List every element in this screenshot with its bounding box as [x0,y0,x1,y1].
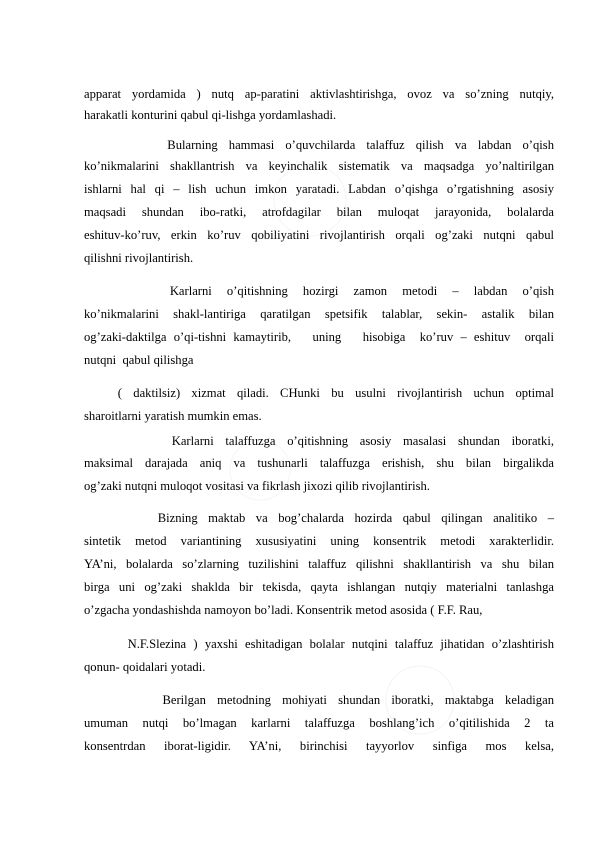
text-line-20: YA’ni, bolalarda so’zlarning tuzilishini talaffuz qilishni shakllantirish va shu bilan [84,557,554,571]
text-line-25: Berilgan metodning mohiyati shundan iboratki, maktabga keladigan [84,693,554,707]
text-line-19: sintetik metod variantining xususiyatini uning konsentrik metodi xarakterlidir. [84,534,554,548]
text-line-9: Karlarni o’qitishning hozirgi zamon metodi – labdan o’qish [84,284,554,298]
text-line-12: nutqni qabul qilishga [84,353,194,367]
text-line-17: og’zaki nutqni muloqot vositasi va fikrlash jixozi qilib rivojlantirish. [84,479,430,493]
text-line-24: qonun- qoidalari yotadi. [84,660,206,674]
text-line-10: ko’nikmalarini shakl-lantiriga qaratilgan spetsifik talablar, sekin- astalik bilan [84,307,554,321]
text-line-23: N.F.Slezina ) yaxshi eshitadigan bolalar nutqini talaffuz jihatidan o’zlashtirish [84,637,554,651]
text-line-5: ishlarni hal qi – lish uchun imkon yaratadi. Labdan o’qishga o’rgatishning asosiy [84,182,554,196]
text-line-14: sharoitlarni yaratish mumkin emas. [84,409,262,423]
text-line-3: Bularning hammasi o’quvchilarda talaffuz qilish va labdan o’qish [84,138,554,152]
text-line-15: Karlarni talaffuzga o’qitishning asosiy masalasi shundan iboratki, [84,434,554,448]
text-line-22: o’zgacha yondashishda namoyon bo’ladi. Konsentrik metod asosida ( F.F. Rau, [84,603,483,617]
text-line-13: ( daktilsiz) xizmat qiladi. CHunki bu usulni rivojlantirish uchun optimal [84,386,554,400]
text-line-1: apparat yordamida ) nutq ap-paratini aktivlashtirishga, ovoz va so’zning nutqiy, [84,87,554,101]
text-line-16: maksimal darajada aniq va tushunarli talaffuzga erishish, shu bilan birgalikda [84,456,554,470]
text-line-26: umuman nutqi bo’lmagan karlarni talaffuzga boshlang’ich o’qitilishida 2 ta [84,716,554,730]
text-line-18: Bizning maktab va bog’chalarda hozirda qabul qilingan analitiko – [84,511,554,525]
text-line-27: konsentrdan iborat-ligidir. YA’ni, birinchisi tayyorlov sinfiga mos kelsa, [84,739,554,753]
text-line-11: og’zaki-daktilga o’qi-tishni kamaytirib, uning hisobiga ko’ruv – eshituv orqali [84,330,554,344]
text-line-21: birga uni og’zaki shaklda bir tekisda, qayta ishlangan nutqiy materialni tanlashga [84,580,554,594]
text-line-6: maqsadi shundan ibo-ratki, atrofdagilar bilan muloqat jarayonida, bolalarda [84,205,554,219]
text-line-2: harakatli konturini qabul qi-lishga yordamlashadi. [84,108,337,122]
text-line-8: qilishni rivojlantirish. [84,251,194,265]
text-line-4: ko’nikmalarini shakllantrish va keyinchalik sistematik va maqsadga yo’naltirilgan [84,159,554,173]
text-line-7: eshituv-ko’ruv, erkin ko’ruv qobiliyatini rivojlantirish orqali og’zaki nutqni qabul [84,228,554,242]
